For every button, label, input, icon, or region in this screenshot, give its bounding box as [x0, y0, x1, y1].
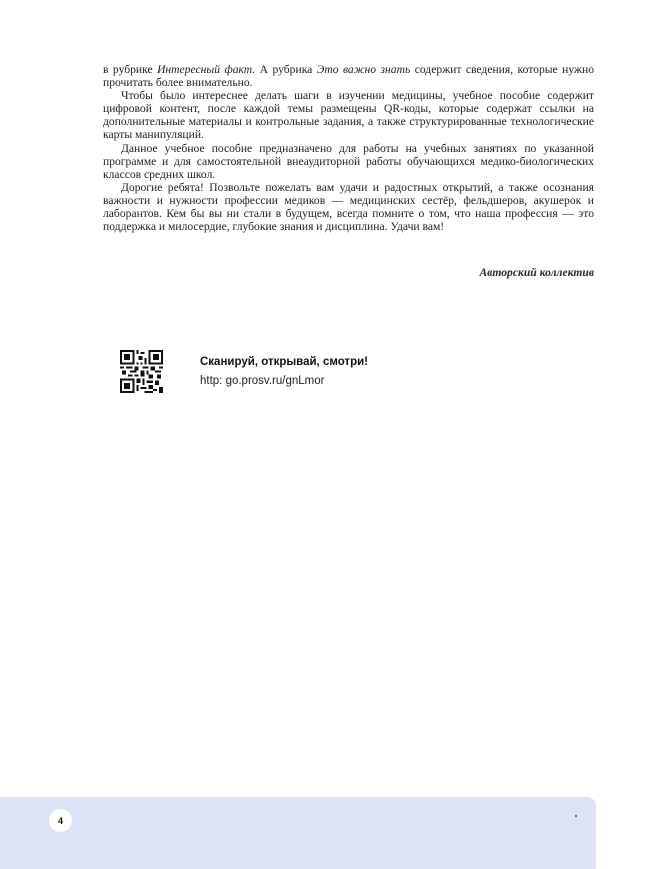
rubric-name-interesting-fact: Интересный факт. — [157, 63, 256, 76]
paragraph-rubrics — [103, 63, 594, 89]
qr-code-icon[interactable] — [120, 350, 163, 393]
author-signature: Авторский коллектив — [479, 266, 594, 279]
footer-dot-marker — [575, 815, 577, 817]
page-number: 4 — [49, 809, 72, 832]
text-span: в рубрике — [103, 63, 158, 76]
rubric-name-important: Это важно знать — [316, 63, 411, 76]
text-span: А рубрика — [255, 63, 317, 76]
paragraph-purpose: Данное учебное пособие предназначено для работы на учебных занятиях по указанной программе и для самостоятельной внеаудиторной работы обучающихся медико-биологических классов средних школ. — [103, 141, 594, 181]
paragraph-digital-content: Чтобы было интереснее делать шаги в изучении медицины, учебное пособие содержит цифровой контент, после каждой темы размещены QR-коды, которые содержат ссылки на дополнительные материалы и контрольные задания, а также структурированные технологические карты манипуляций. — [103, 89, 594, 142]
text-span: содержит сведения, которые нужно прочитать более внимательно. — [103, 63, 595, 90]
footer-band — [0, 797, 596, 869]
body-text — [103, 63, 594, 233]
paragraph-greeting: Дорогие ребята! Позвольте пожелать вам удачи и радостных открытий, а также осознания важности и нужности профессии медиков — медицинских сестёр, фельдшеров, акушерок и лаборантов. Кем бы вы ни стали в будущем, всегда помните о том, что наша профессия — это поддержка и милосердие, глубокие знания и дисциплина. Удачи вам! — [103, 180, 594, 234]
qr-link[interactable]: http: go.prosv.ru/gnLmor — [200, 375, 325, 387]
qr-call-to-action: Сканируй, открывай, смотри! — [200, 356, 368, 368]
